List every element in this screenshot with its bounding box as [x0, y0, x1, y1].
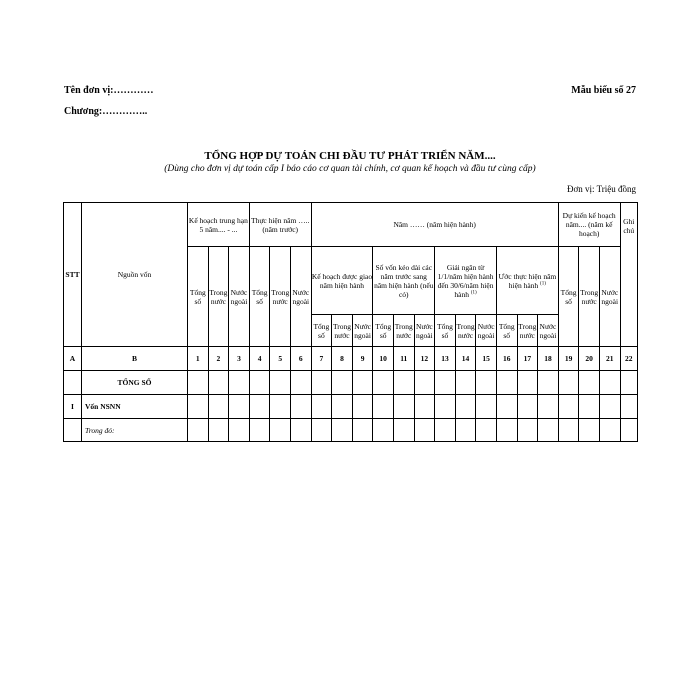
- table-row: [64, 419, 638, 442]
- sub-foreign: Nước ngoài: [414, 315, 435, 347]
- document-title: TỔNG HỢP DỰ TOÁN CHI ĐẦU TƯ PHÁT TRIỂN NĂM....: [204, 150, 496, 162]
- total-label: TỔNG SỐ: [82, 371, 188, 395]
- index-cell: A: [64, 347, 82, 371]
- sub-foreign: Nước ngoài: [538, 315, 559, 347]
- sub-domestic: Trong nước: [332, 315, 353, 347]
- index-row: [64, 347, 638, 371]
- document-subtitle: (Dùng cho đơn vị dự toán cấp I báo cáo cơ quan tài chính, cơ quan kế hoạch và đầu tư cùng cấp): [164, 164, 536, 174]
- sub-domestic: Trong nước: [517, 315, 538, 347]
- index-cell: 9: [352, 347, 373, 371]
- header-carried-over: Số vốn kéo dài các năm trước sang năm hiện hành (nếu có): [373, 247, 435, 315]
- sub-domestic: Trong nước: [579, 247, 600, 347]
- index-cell: 22: [620, 347, 637, 371]
- index-cell: 10: [373, 347, 394, 371]
- sub-total: Tổng số: [373, 315, 394, 347]
- header-actual-prev: Thực hiện năm ….. (năm trước): [249, 203, 311, 247]
- index-cell: 5: [270, 347, 291, 371]
- index-cell: 17: [517, 347, 538, 371]
- table-row: [64, 371, 638, 395]
- sub-total: Tổng số: [558, 247, 579, 347]
- index-cell: 16: [496, 347, 517, 371]
- sub-foreign: Nước ngoài: [229, 247, 250, 347]
- chapter-line: Chương:…………..: [64, 106, 148, 117]
- header-assigned-plan: Kế hoạch được giao năm hiện hành: [311, 247, 373, 315]
- header-plan5: Kế hoạch trung hạn 5 năm.... - ...: [188, 203, 250, 247]
- sub-total: Tổng số: [188, 247, 209, 347]
- index-cell: 21: [599, 347, 620, 371]
- index-cell: 18: [538, 347, 559, 371]
- sub-domestic: Trong nước: [455, 315, 476, 347]
- index-cell: B: [82, 347, 188, 371]
- index-cell: 6: [291, 347, 312, 371]
- sub-foreign: Nước ngoài: [291, 247, 312, 347]
- budget-table: [63, 202, 638, 442]
- index-cell: 15: [476, 347, 497, 371]
- index-cell: 13: [435, 347, 456, 371]
- footnote-mark: (1): [540, 281, 546, 286]
- disbursed-text: Giải ngân từ 1/1/năm hiện hành đến 30/6/năm hiện hành: [437, 262, 494, 299]
- sub-total: Tổng số: [435, 315, 456, 347]
- sub-foreign: Nước ngoài: [476, 315, 497, 347]
- nsnn-label: Vốn NSNN: [82, 395, 188, 419]
- header-disbursed: [435, 247, 497, 315]
- header-estimated: [496, 247, 558, 315]
- currency-unit-label: Đơn vị: Triệu đồng: [566, 184, 636, 194]
- sub-domestic: Trong nước: [208, 247, 229, 347]
- index-cell: 3: [229, 347, 250, 371]
- index-cell: 7: [311, 347, 332, 371]
- sub-foreign: Nước ngoài: [352, 315, 373, 347]
- sub-total: Tổng số: [249, 247, 270, 347]
- header-forecast: Dự kiến kế hoạch năm.... (năm kế hoạch): [558, 203, 620, 247]
- form-number: Mẫu biểu số 27: [571, 85, 636, 96]
- sub-total: Tổng số: [311, 315, 332, 347]
- unit-name-line: Tên đơn vị:…………: [64, 85, 154, 96]
- index-cell: 11: [393, 347, 414, 371]
- sub-total: Tổng số: [496, 315, 517, 347]
- header-source: Nguồn vốn: [82, 203, 188, 347]
- index-cell: 12: [414, 347, 435, 371]
- index-cell: 4: [249, 347, 270, 371]
- header-remarks: Ghi chú: [620, 203, 637, 347]
- estimated-text: Ước thực hiện năm hiện hành: [498, 271, 557, 290]
- index-cell: 2: [208, 347, 229, 371]
- header-current-year: Năm …… (năm hiện hành): [311, 203, 558, 247]
- sub-domestic: Trong nước: [270, 247, 291, 347]
- index-cell: 20: [579, 347, 600, 371]
- sub-domestic: Trong nước: [393, 315, 414, 347]
- footnote-mark: (1): [470, 290, 477, 295]
- index-cell: 8: [332, 347, 353, 371]
- table-row: [64, 395, 638, 419]
- index-cell: 19: [558, 347, 579, 371]
- header-stt: STT: [64, 203, 82, 347]
- of-which-label: Trong đó:: [82, 419, 188, 442]
- index-cell: 14: [455, 347, 476, 371]
- nsnn-stt: I: [64, 395, 82, 419]
- sub-foreign: Nước ngoài: [599, 247, 620, 347]
- index-cell: 1: [188, 347, 209, 371]
